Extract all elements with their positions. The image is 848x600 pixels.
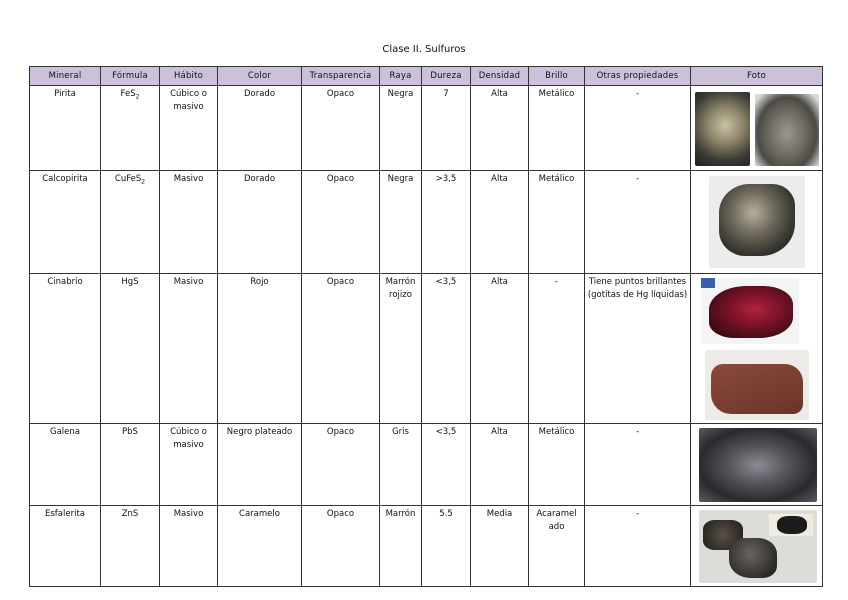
page-title: Clase II. Sulfuros	[382, 44, 466, 55]
cell-dureza: <3,5	[422, 424, 471, 506]
cell-raya: Gris	[380, 424, 422, 506]
cell-formula: CuFeS$_2$	[101, 171, 160, 274]
cell-densidad: Media	[471, 506, 529, 587]
cell-foto	[691, 424, 823, 506]
cell-transparencia: Opaco	[302, 506, 380, 587]
cell-foto	[691, 86, 823, 171]
table-row-cinabrio	[30, 274, 823, 424]
cell-mineral: Pirita	[30, 86, 101, 171]
cell-habito: Masivo	[160, 171, 218, 274]
cell-raya: Marrón rojizo	[380, 274, 422, 424]
header-row	[30, 67, 823, 86]
cell-otras: Tiene puntos brillantes (gotitas de Hg líquidas)	[585, 274, 691, 424]
table-row-esfalerita	[30, 506, 823, 587]
cell-color: Dorado	[218, 86, 302, 171]
cell-transparencia: Opaco	[302, 86, 380, 171]
cell-otras: -	[585, 424, 691, 506]
cell-dureza: 5.5	[422, 506, 471, 587]
cell-transparencia: Opaco	[302, 274, 380, 424]
cell-dureza: >3,5	[422, 171, 471, 274]
cell-color: Dorado	[218, 171, 302, 274]
cell-formula: HgS	[101, 274, 160, 424]
galena-photo	[699, 428, 817, 502]
cell-brillo: Metálico	[529, 424, 585, 506]
cell-mineral: Esfalerita	[30, 506, 101, 587]
cell-raya: Negra	[380, 171, 422, 274]
cell-densidad: Alta	[471, 274, 529, 424]
table-row-calcopirita	[30, 171, 823, 274]
cell-foto	[691, 274, 823, 424]
header-mineral: Mineral	[30, 67, 101, 86]
header-densidad: Densidad	[471, 67, 529, 86]
cinabrio-photo-2	[705, 350, 809, 420]
header-transparencia: Transparencia	[302, 67, 380, 86]
cell-formula: FeS$_2$	[101, 86, 160, 171]
cell-dureza: 7	[422, 86, 471, 171]
cell-formula: PbS	[101, 424, 160, 506]
pirita-photo-1	[695, 92, 750, 166]
cell-foto	[691, 171, 823, 274]
cell-transparencia: Opaco	[302, 171, 380, 274]
cell-habito: Masivo	[160, 506, 218, 587]
cell-dureza: <3,5	[422, 274, 471, 424]
cell-brillo: Acaramelado	[529, 506, 585, 587]
header-brillo: Brillo	[529, 67, 585, 86]
cell-otras: -	[585, 506, 691, 587]
esfalerita-photo	[699, 510, 817, 583]
header-formula: Fórmula	[101, 67, 160, 86]
cell-formula: ZnS	[101, 506, 160, 587]
cell-brillo: Metálico	[529, 171, 585, 274]
sulfuros-table	[29, 66, 823, 587]
table-row-galena	[30, 424, 823, 506]
header-color: Color	[218, 67, 302, 86]
cell-mineral: Calcopirita	[30, 171, 101, 274]
cell-raya: Negra	[380, 86, 422, 171]
cell-brillo: -	[529, 274, 585, 424]
cinabrio-photo-1	[701, 278, 799, 344]
cell-habito: Masivo	[160, 274, 218, 424]
cell-color: Caramelo	[218, 506, 302, 587]
table-row-pirita	[30, 86, 823, 171]
calcopirita-photo	[709, 176, 805, 268]
header-habito: Hábito	[160, 67, 218, 86]
cell-transparencia: Opaco	[302, 424, 380, 506]
cell-mineral: Cinabrio	[30, 274, 101, 424]
header-foto: Foto	[691, 67, 823, 86]
cell-brillo: Metálico	[529, 86, 585, 171]
cell-otras: -	[585, 86, 691, 171]
cell-color: Negro plateado	[218, 424, 302, 506]
header-raya: Raya	[380, 67, 422, 86]
header-otras-propiedades: Otras propiedades	[585, 67, 691, 86]
cell-raya: Marrón	[380, 506, 422, 587]
cell-otras: -	[585, 171, 691, 274]
cell-habito: Cúbico o masivo	[160, 86, 218, 171]
cell-densidad: Alta	[471, 424, 529, 506]
cell-densidad: Alta	[471, 171, 529, 274]
pirita-photo-2	[755, 94, 819, 166]
cell-color: Rojo	[218, 274, 302, 424]
cell-habito: Cúbico o masivo	[160, 424, 218, 506]
cell-mineral: Galena	[30, 424, 101, 506]
cell-densidad: Alta	[471, 86, 529, 171]
header-dureza: Dureza	[422, 67, 471, 86]
cell-foto	[691, 506, 823, 587]
